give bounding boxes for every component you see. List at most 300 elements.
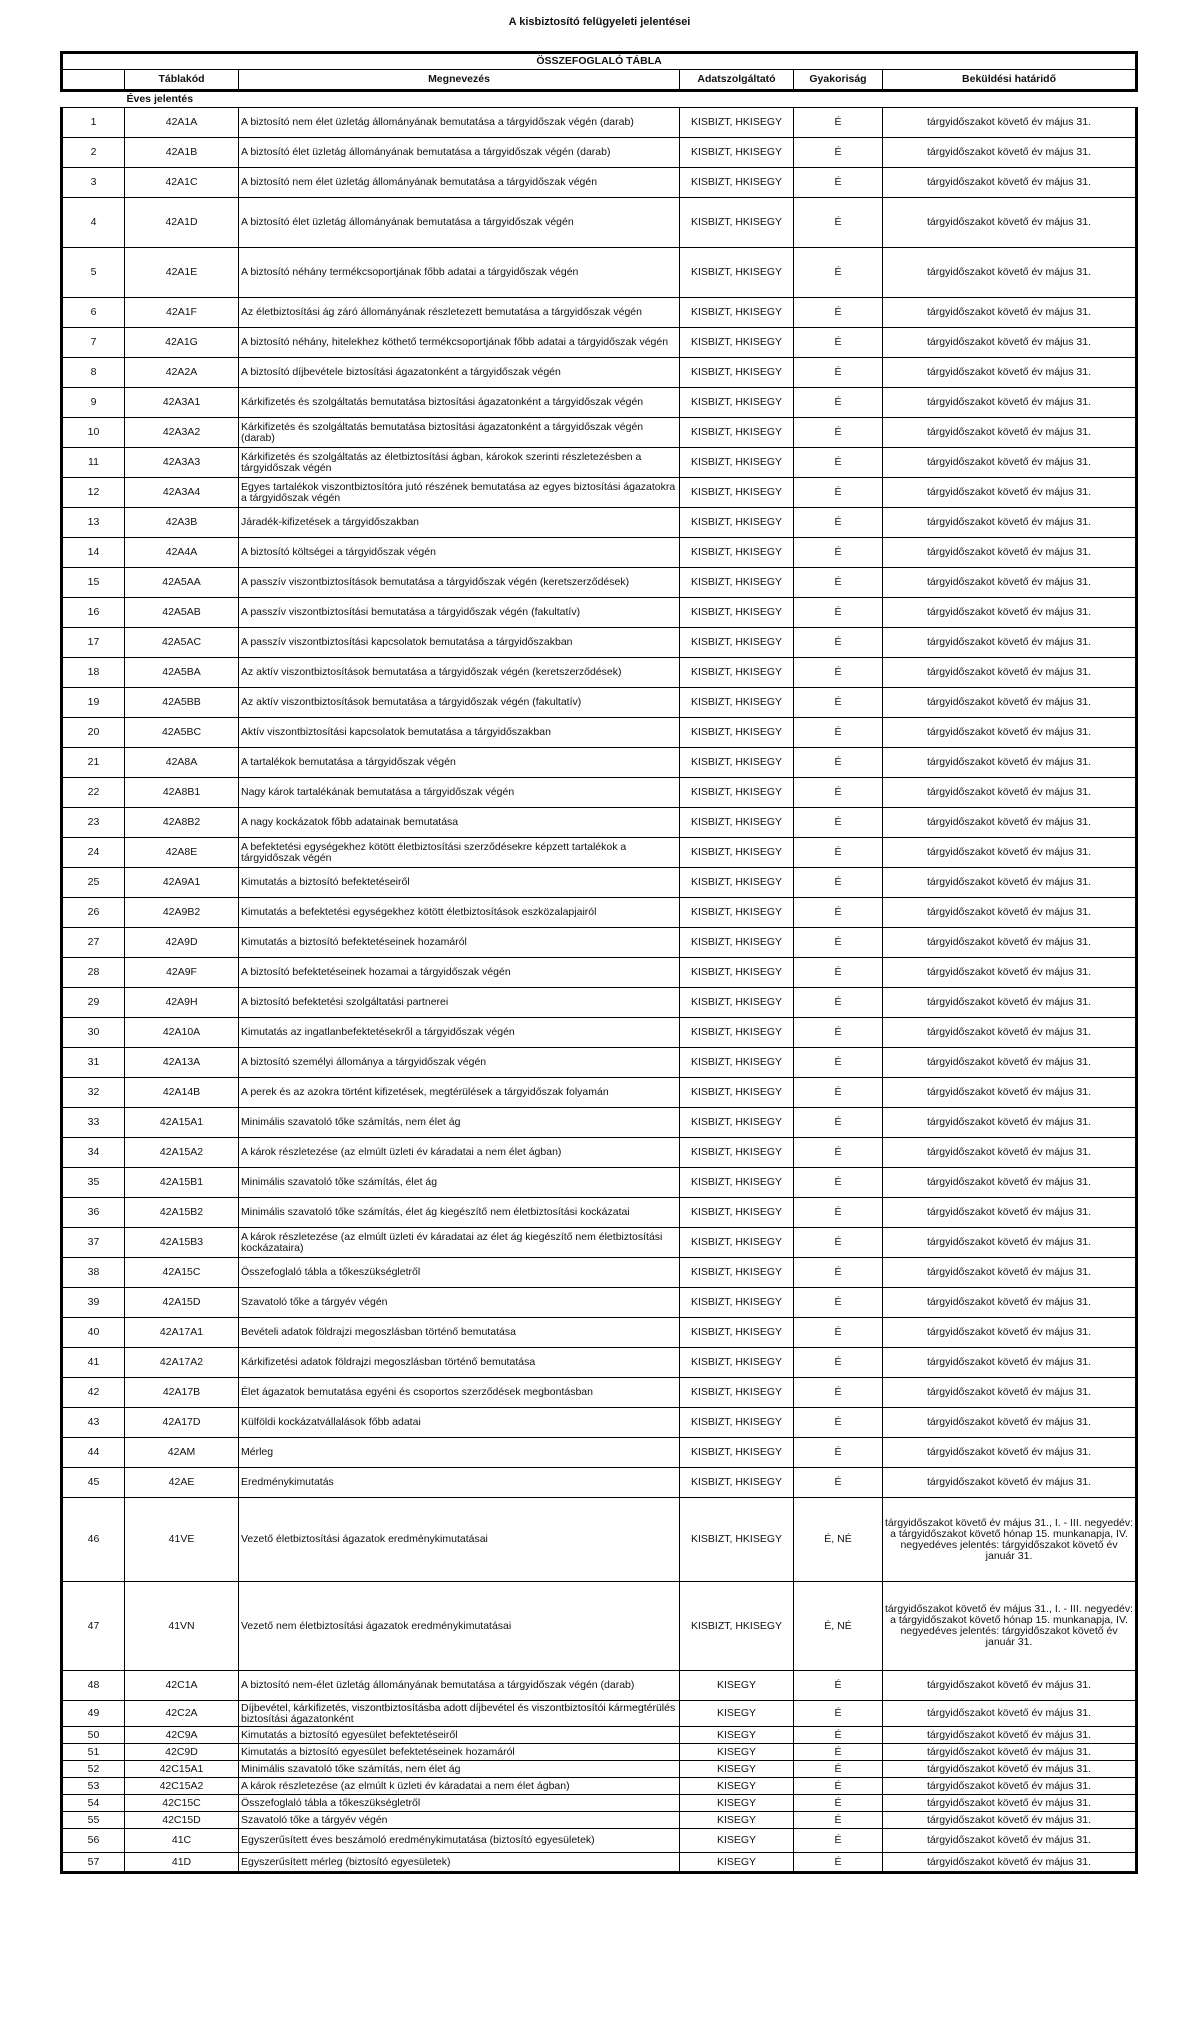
frequency: É bbox=[794, 1048, 883, 1078]
data-provider: KISBIZT, HKISEGY bbox=[680, 138, 794, 168]
data-provider: KISEGY bbox=[680, 1761, 794, 1778]
report-name: Kárkifizetés és szolgáltatás bemutatása biztosítási ágazatonként a tárgyidőszak végén (darab) bbox=[239, 418, 680, 448]
row-index: 16 bbox=[62, 598, 125, 628]
frequency: É bbox=[794, 1168, 883, 1198]
table-row bbox=[62, 138, 1137, 168]
row-index: 25 bbox=[62, 868, 125, 898]
table-code: 42A8B2 bbox=[125, 808, 239, 838]
report-name: A passzív viszontbiztosítások bemutatása a tárgyidőszak végén (keretszerződések) bbox=[239, 568, 680, 598]
submission-deadline: tárgyidőszakot követő év május 31. bbox=[883, 1168, 1137, 1198]
report-name: Minimális szavatoló tőke számítás, nem élet ág bbox=[239, 1761, 680, 1778]
data-provider: KISBIZT, HKISEGY bbox=[680, 328, 794, 358]
table-code: 42A17D bbox=[125, 1408, 239, 1438]
frequency: É bbox=[794, 1761, 883, 1778]
report-name: Összefoglaló tábla a tőkeszükségletről bbox=[239, 1795, 680, 1812]
header-provider: Adatszolgáltató bbox=[680, 70, 794, 91]
submission-deadline: tárgyidőszakot követő év május 31. bbox=[883, 1258, 1137, 1288]
table-row bbox=[62, 1258, 1137, 1288]
submission-deadline: tárgyidőszakot követő év május 31. bbox=[883, 138, 1137, 168]
report-name: Az aktív viszontbiztosítások bemutatása a tárgyidőszak végén (fakultatív) bbox=[239, 688, 680, 718]
frequency: É bbox=[794, 898, 883, 928]
table-code: 42C15D bbox=[125, 1812, 239, 1829]
submission-deadline: tárgyidőszakot követő év május 31. bbox=[883, 1701, 1137, 1727]
frequency: É bbox=[794, 108, 883, 138]
frequency: É bbox=[794, 1829, 883, 1853]
row-index: 30 bbox=[62, 1018, 125, 1048]
table-code: 42A1C bbox=[125, 168, 239, 198]
frequency: É bbox=[794, 568, 883, 598]
data-provider: KISBIZT, HKISEGY bbox=[680, 748, 794, 778]
table-row bbox=[62, 1168, 1137, 1198]
table-row bbox=[62, 198, 1137, 248]
submission-deadline: tárgyidőszakot követő év május 31. bbox=[883, 1078, 1137, 1108]
row-index: 24 bbox=[62, 838, 125, 868]
frequency: É bbox=[794, 718, 883, 748]
row-index: 18 bbox=[62, 658, 125, 688]
data-provider: KISBIZT, HKISEGY bbox=[680, 1258, 794, 1288]
submission-deadline: tárgyidőszakot követő év május 31. bbox=[883, 478, 1137, 508]
report-name: Díjbevétel, kárkifizetés, viszontbiztosításba adott díjbevétel és viszontbiztosítói kármegtérülés biztosítási ágazatonként bbox=[239, 1701, 680, 1727]
data-provider: KISBIZT, HKISEGY bbox=[680, 1078, 794, 1108]
row-index: 41 bbox=[62, 1348, 125, 1378]
submission-deadline: tárgyidőszakot követő év május 31. bbox=[883, 418, 1137, 448]
table-row bbox=[62, 838, 1137, 868]
report-name: A károk részletezése (az elmúlt k üzleti év káradatai a nem élet ágban) bbox=[239, 1778, 680, 1795]
data-provider: KISBIZT, HKISEGY bbox=[680, 1378, 794, 1408]
report-name: A tartalékok bemutatása a tárgyidőszak végén bbox=[239, 748, 680, 778]
report-name: Járadék-kifizetések a tárgyidőszakban bbox=[239, 508, 680, 538]
table-row bbox=[62, 928, 1137, 958]
document-title: A kisbiztosító felügyeleti jelentései bbox=[508, 16, 691, 28]
row-index: 15 bbox=[62, 568, 125, 598]
table-row bbox=[62, 748, 1137, 778]
report-name: A károk részletezése (az elmúlt üzleti év káradatai a nem élet ágban) bbox=[239, 1138, 680, 1168]
table-code: 42A13A bbox=[125, 1048, 239, 1078]
submission-deadline: tárgyidőszakot követő év május 31. bbox=[883, 1812, 1137, 1829]
report-name: Egyes tartalékok viszontbiztosítóra jutó részének bemutatása az egyes biztosítási ágazatokra a tárgyidőszak végén bbox=[239, 478, 680, 508]
row-index: 10 bbox=[62, 418, 125, 448]
frequency: É bbox=[794, 138, 883, 168]
summary-table bbox=[60, 51, 1138, 1874]
report-name: A biztosító néhány, hitelekhez köthető termékcsoportjának főbb adatai a tárgyidőszak végén bbox=[239, 328, 680, 358]
data-provider: KISBIZT, HKISEGY bbox=[680, 1108, 794, 1138]
table-row bbox=[62, 868, 1137, 898]
frequency: É bbox=[794, 478, 883, 508]
row-index: 4 bbox=[62, 198, 125, 248]
frequency: É bbox=[794, 928, 883, 958]
frequency: É bbox=[794, 168, 883, 198]
table-code: 42A1F bbox=[125, 298, 239, 328]
table-code: 42A14B bbox=[125, 1078, 239, 1108]
data-provider: KISBIZT, HKISEGY bbox=[680, 1438, 794, 1468]
frequency: É bbox=[794, 418, 883, 448]
table-code: 42A15A2 bbox=[125, 1138, 239, 1168]
submission-deadline: tárgyidőszakot követő év május 31. bbox=[883, 388, 1137, 418]
report-name: Kimutatás a biztosító befektetéseiről bbox=[239, 868, 680, 898]
report-name: A biztosító élet üzletág állományának bemutatása a tárgyidőszak végén (darab) bbox=[239, 138, 680, 168]
table-code: 41VE bbox=[125, 1498, 239, 1582]
row-index: 54 bbox=[62, 1795, 125, 1812]
header-frequency: Gyakoriság bbox=[794, 70, 883, 91]
table-code: 42A1B bbox=[125, 138, 239, 168]
frequency: É bbox=[794, 1671, 883, 1701]
frequency: É bbox=[794, 658, 883, 688]
submission-deadline: tárgyidőszakot követő év május 31. bbox=[883, 1468, 1137, 1498]
table-row bbox=[62, 508, 1137, 538]
table-row bbox=[62, 1744, 1137, 1761]
row-index: 38 bbox=[62, 1258, 125, 1288]
row-index: 52 bbox=[62, 1761, 125, 1778]
table-code: 42A8A bbox=[125, 748, 239, 778]
frequency: É bbox=[794, 628, 883, 658]
table-code: 42A5AC bbox=[125, 628, 239, 658]
row-index: 45 bbox=[62, 1468, 125, 1498]
row-index: 26 bbox=[62, 898, 125, 928]
row-index: 44 bbox=[62, 1438, 125, 1468]
table-code: 42A9B2 bbox=[125, 898, 239, 928]
table-code: 42C9D bbox=[125, 1744, 239, 1761]
row-index: 55 bbox=[62, 1812, 125, 1829]
section-label: Éves jelentés bbox=[126, 93, 194, 105]
report-name: A biztosító személyi állománya a tárgyidőszak végén bbox=[239, 1048, 680, 1078]
submission-deadline: tárgyidőszakot követő év május 31. bbox=[883, 328, 1137, 358]
row-index: 47 bbox=[62, 1582, 125, 1671]
submission-deadline: tárgyidőszakot követő év május 31. bbox=[883, 448, 1137, 478]
frequency: É bbox=[794, 358, 883, 388]
table-code: 42A15D bbox=[125, 1288, 239, 1318]
data-provider: KISBIZT, HKISEGY bbox=[680, 658, 794, 688]
frequency: É bbox=[794, 1853, 883, 1873]
table-code: 42A1E bbox=[125, 248, 239, 298]
table-code: 42A1G bbox=[125, 328, 239, 358]
table-row bbox=[62, 418, 1137, 448]
report-name: Vezető nem életbiztosítási ágazatok eredménykimutatásai bbox=[239, 1582, 680, 1671]
report-name: Kimutatás a biztosító egyesület befektetéseiről bbox=[239, 1727, 680, 1744]
row-index: 6 bbox=[62, 298, 125, 328]
table-row bbox=[62, 1582, 1137, 1671]
report-name: Szavatoló tőke a tárgyév végén bbox=[239, 1812, 680, 1829]
data-provider: KISBIZT, HKISEGY bbox=[680, 418, 794, 448]
frequency: É bbox=[794, 1318, 883, 1348]
table-code: 42A3B bbox=[125, 508, 239, 538]
report-name: A biztosító befektetéseinek hozamai a tárgyidőszak végén bbox=[239, 958, 680, 988]
frequency: É bbox=[794, 1228, 883, 1258]
report-name: Nagy károk tartalékának bemutatása a tárgyidőszak végén bbox=[239, 778, 680, 808]
table-row bbox=[62, 248, 1137, 298]
submission-deadline: tárgyidőszakot követő év május 31. bbox=[883, 718, 1137, 748]
table-code: 42A8E bbox=[125, 838, 239, 868]
header-deadline: Beküldési határidő bbox=[883, 70, 1137, 91]
table-row bbox=[62, 1048, 1137, 1078]
submission-deadline: tárgyidőszakot követő év május 31. bbox=[883, 358, 1137, 388]
data-provider: KISBIZT, HKISEGY bbox=[680, 1318, 794, 1348]
row-index: 43 bbox=[62, 1408, 125, 1438]
data-provider: KISEGY bbox=[680, 1701, 794, 1727]
submission-deadline: tárgyidőszakot követő év május 31. bbox=[883, 248, 1137, 298]
frequency: É bbox=[794, 538, 883, 568]
report-name: Kimutatás a biztosító egyesület befektetéseinek hozamáról bbox=[239, 1744, 680, 1761]
row-index: 51 bbox=[62, 1744, 125, 1761]
row-index: 36 bbox=[62, 1198, 125, 1228]
table-code: 42A5AB bbox=[125, 598, 239, 628]
submission-deadline: tárgyidőszakot követő év május 31. bbox=[883, 748, 1137, 778]
report-name: Kárkifizetési adatok földrajzi megoszlásban történő bemutatása bbox=[239, 1348, 680, 1378]
data-provider: KISBIZT, HKISEGY bbox=[680, 718, 794, 748]
data-provider: KISBIZT, HKISEGY bbox=[680, 988, 794, 1018]
submission-deadline: tárgyidőszakot követő év május 31. bbox=[883, 928, 1137, 958]
submission-deadline: tárgyidőszakot követő év május 31. bbox=[883, 298, 1137, 328]
row-index: 23 bbox=[62, 808, 125, 838]
table-code: 42C9A bbox=[125, 1727, 239, 1744]
table-caption: ÖSSZEFOGLALÓ TÁBLA bbox=[62, 53, 1137, 70]
table-code: 42A1D bbox=[125, 198, 239, 248]
table-row bbox=[62, 358, 1137, 388]
table-row bbox=[62, 988, 1137, 1018]
table-row bbox=[62, 1348, 1137, 1378]
data-provider: KISBIZT, HKISEGY bbox=[680, 1198, 794, 1228]
row-index: 57 bbox=[62, 1853, 125, 1873]
data-provider: KISBIZT, HKISEGY bbox=[680, 928, 794, 958]
data-provider: KISBIZT, HKISEGY bbox=[680, 838, 794, 868]
report-name: A passzív viszontbiztosítási kapcsolatok bemutatása a tárgyidőszakban bbox=[239, 628, 680, 658]
submission-deadline: tárgyidőszakot követő év május 31. bbox=[883, 598, 1137, 628]
report-name: A nagy kockázatok főbb adatainak bemutatása bbox=[239, 808, 680, 838]
submission-deadline: tárgyidőszakot követő év május 31. bbox=[883, 168, 1137, 198]
submission-deadline: tárgyidőszakot követő év május 31. bbox=[883, 1318, 1137, 1348]
row-index: 37 bbox=[62, 1228, 125, 1258]
frequency: É bbox=[794, 328, 883, 358]
frequency: É bbox=[794, 1078, 883, 1108]
frequency: É bbox=[794, 868, 883, 898]
submission-deadline: tárgyidőszakot követő év május 31. bbox=[883, 1853, 1137, 1873]
data-provider: KISBIZT, HKISEGY bbox=[680, 248, 794, 298]
frequency: É, NÉ bbox=[794, 1498, 883, 1582]
frequency: É bbox=[794, 198, 883, 248]
data-provider: KISBIZT, HKISEGY bbox=[680, 508, 794, 538]
frequency: É bbox=[794, 1795, 883, 1812]
submission-deadline: tárgyidőszakot követő év május 31. bbox=[883, 898, 1137, 928]
section-row bbox=[62, 91, 1137, 108]
submission-deadline: tárgyidőszakot követő év május 31. bbox=[883, 1778, 1137, 1795]
table-row bbox=[62, 1108, 1137, 1138]
submission-deadline: tárgyidőszakot követő év május 31. bbox=[883, 1348, 1137, 1378]
table-row bbox=[62, 108, 1137, 138]
frequency: É bbox=[794, 988, 883, 1018]
header-name: Megnevezés bbox=[239, 70, 680, 91]
row-index: 14 bbox=[62, 538, 125, 568]
table-code: 42C2A bbox=[125, 1701, 239, 1727]
table-code: 42A3A1 bbox=[125, 388, 239, 418]
submission-deadline: tárgyidőszakot követő év május 31. bbox=[883, 1018, 1137, 1048]
table-row bbox=[62, 898, 1137, 928]
frequency: É bbox=[794, 778, 883, 808]
submission-deadline: tárgyidőszakot követő év május 31. bbox=[883, 1378, 1137, 1408]
report-name: Kimutatás a befektetési egységekhez kötött életbiztosítások eszközalapjairól bbox=[239, 898, 680, 928]
report-name: A biztosító nem élet üzletág állományának bemutatása a tárgyidőszak végén bbox=[239, 168, 680, 198]
data-provider: KISBIZT, HKISEGY bbox=[680, 868, 794, 898]
table-row bbox=[62, 1671, 1137, 1701]
table-row bbox=[62, 568, 1137, 598]
report-name: A befektetési egységekhez kötött életbiztosítási szerződésekre képzett tartalékok a tárgyidőszak végén bbox=[239, 838, 680, 868]
data-provider: KISBIZT, HKISEGY bbox=[680, 1498, 794, 1582]
report-name: Az életbiztosítási ág záró állományának részletezett bemutatása a tárgyidőszak végén bbox=[239, 298, 680, 328]
frequency: É bbox=[794, 1378, 883, 1408]
submission-deadline: tárgyidőszakot követő év május 31. bbox=[883, 628, 1137, 658]
table-code: 41VN bbox=[125, 1582, 239, 1671]
report-name: Külföldi kockázatvállalások főbb adatai bbox=[239, 1408, 680, 1438]
report-name: Kárkifizetés és szolgáltatás az életbiztosítási ágban, károkok szerinti részletezésben a tárgyidőszak végén bbox=[239, 448, 680, 478]
data-provider: KISEGY bbox=[680, 1778, 794, 1795]
frequency: É bbox=[794, 1468, 883, 1498]
table-code: 42A15B2 bbox=[125, 1198, 239, 1228]
table-code: 42A15C bbox=[125, 1258, 239, 1288]
table-row bbox=[62, 1829, 1137, 1853]
row-index: 5 bbox=[62, 248, 125, 298]
report-name: A biztosító díjbevétele biztosítási ágazatonként a tárgyidőszak végén bbox=[239, 358, 680, 388]
table-code: 42A3A3 bbox=[125, 448, 239, 478]
table-row bbox=[62, 388, 1137, 418]
submission-deadline: tárgyidőszakot követő év május 31., I. - III. negyedév: a tárgyidőszakot követő hónap 15. munkanapja, IV. negyedéves jelentés: tárgyidőszakot követő év január 31. bbox=[883, 1582, 1137, 1671]
table-row bbox=[62, 448, 1137, 478]
data-provider: KISBIZT, HKISEGY bbox=[680, 358, 794, 388]
table-code: 42A9F bbox=[125, 958, 239, 988]
table-row bbox=[62, 1498, 1137, 1582]
data-provider: KISEGY bbox=[680, 1744, 794, 1761]
frequency: É bbox=[794, 1258, 883, 1288]
table-code: 41D bbox=[125, 1853, 239, 1873]
row-index: 11 bbox=[62, 448, 125, 478]
submission-deadline: tárgyidőszakot követő év május 31. bbox=[883, 538, 1137, 568]
data-provider: KISBIZT, HKISEGY bbox=[680, 688, 794, 718]
row-index: 28 bbox=[62, 958, 125, 988]
submission-deadline: tárgyidőszakot követő év május 31. bbox=[883, 988, 1137, 1018]
table-row bbox=[62, 718, 1137, 748]
report-name: Bevételi adatok földrajzi megoszlásban történő bemutatása bbox=[239, 1318, 680, 1348]
table-row bbox=[62, 1318, 1137, 1348]
data-provider: KISEGY bbox=[680, 1727, 794, 1744]
table-row bbox=[62, 1198, 1137, 1228]
table-row bbox=[62, 628, 1137, 658]
submission-deadline: tárgyidőszakot követő év május 31. bbox=[883, 1138, 1137, 1168]
submission-deadline: tárgyidőszakot követő év május 31. bbox=[883, 1288, 1137, 1318]
table-code: 42A17A2 bbox=[125, 1348, 239, 1378]
submission-deadline: tárgyidőszakot követő év május 31., I. - III. negyedév: a tárgyidőszakot követő hónap 15. munkanapja, IV. negyedéves jelentés: tárgyidőszakot követő év január 31. bbox=[883, 1498, 1137, 1582]
row-index: 48 bbox=[62, 1671, 125, 1701]
table-code: 42C1A bbox=[125, 1671, 239, 1701]
report-name: A biztosító költségei a tárgyidőszak végén bbox=[239, 538, 680, 568]
submission-deadline: tárgyidőszakot követő év május 31. bbox=[883, 1408, 1137, 1438]
submission-deadline: tárgyidőszakot követő év május 31. bbox=[883, 508, 1137, 538]
table-code: 42A2A bbox=[125, 358, 239, 388]
report-name: Összefoglaló tábla a tőkeszükségletről bbox=[239, 1258, 680, 1288]
report-name: A károk részletezése (az elmúlt üzleti év káradatai az élet ág kiegészítő nem életbiztosítási kockázataira) bbox=[239, 1228, 680, 1258]
frequency: É bbox=[794, 248, 883, 298]
table-row bbox=[62, 658, 1137, 688]
row-index: 8 bbox=[62, 358, 125, 388]
report-name: Vezető életbiztosítási ágazatok eredménykimutatásai bbox=[239, 1498, 680, 1582]
frequency: É bbox=[794, 448, 883, 478]
data-provider: KISBIZT, HKISEGY bbox=[680, 198, 794, 248]
row-index: 13 bbox=[62, 508, 125, 538]
table-row bbox=[62, 1078, 1137, 1108]
table-row bbox=[62, 168, 1137, 198]
frequency: É bbox=[794, 1138, 883, 1168]
row-index: 56 bbox=[62, 1829, 125, 1853]
table-code: 42A15B1 bbox=[125, 1168, 239, 1198]
table-row bbox=[62, 298, 1137, 328]
table-row bbox=[62, 1288, 1137, 1318]
table-row bbox=[62, 1228, 1137, 1258]
submission-deadline: tárgyidőszakot követő év május 31. bbox=[883, 778, 1137, 808]
submission-deadline: tárgyidőszakot követő év május 31. bbox=[883, 1108, 1137, 1138]
report-name: Egyszerűsített mérleg (biztosító egyesületek) bbox=[239, 1853, 680, 1873]
data-provider: KISBIZT, HKISEGY bbox=[680, 628, 794, 658]
table-code: 42A5BB bbox=[125, 688, 239, 718]
table-row bbox=[62, 1853, 1137, 1873]
report-name: A biztosító élet üzletág állományának bemutatása a tárgyidőszak végén bbox=[239, 198, 680, 248]
table-row bbox=[62, 688, 1137, 718]
row-index: 35 bbox=[62, 1168, 125, 1198]
header-code: Táblakód bbox=[125, 70, 239, 91]
row-index: 19 bbox=[62, 688, 125, 718]
frequency: É bbox=[794, 1812, 883, 1829]
submission-deadline: tárgyidőszakot követő év május 31. bbox=[883, 1761, 1137, 1778]
submission-deadline: tárgyidőszakot követő év május 31. bbox=[883, 108, 1137, 138]
frequency: É bbox=[794, 598, 883, 628]
frequency: É bbox=[794, 1727, 883, 1744]
data-provider: KISBIZT, HKISEGY bbox=[680, 898, 794, 928]
table-row bbox=[62, 1468, 1137, 1498]
table-code: 42AM bbox=[125, 1438, 239, 1468]
frequency: É bbox=[794, 508, 883, 538]
table-row bbox=[62, 1018, 1137, 1048]
row-index: 1 bbox=[62, 108, 125, 138]
data-provider: KISBIZT, HKISEGY bbox=[680, 1018, 794, 1048]
frequency: É bbox=[794, 1438, 883, 1468]
table-row bbox=[62, 958, 1137, 988]
frequency: É bbox=[794, 1348, 883, 1378]
row-index: 22 bbox=[62, 778, 125, 808]
table-row bbox=[62, 1138, 1137, 1168]
row-index: 39 bbox=[62, 1288, 125, 1318]
report-name: Aktív viszontbiztosítási kapcsolatok bemutatása a tárgyidőszakban bbox=[239, 718, 680, 748]
data-provider: KISBIZT, HKISEGY bbox=[680, 448, 794, 478]
submission-deadline: tárgyidőszakot követő év május 31. bbox=[883, 868, 1137, 898]
table-code: 42A4A bbox=[125, 538, 239, 568]
submission-deadline: tárgyidőszakot követő év május 31. bbox=[883, 1438, 1137, 1468]
table-row bbox=[62, 1408, 1137, 1438]
data-provider: KISBIZT, HKISEGY bbox=[680, 808, 794, 838]
report-name: A biztosító befektetési szolgáltatási partnerei bbox=[239, 988, 680, 1018]
data-provider: KISBIZT, HKISEGY bbox=[680, 1348, 794, 1378]
data-provider: KISBIZT, HKISEGY bbox=[680, 1468, 794, 1498]
submission-deadline: tárgyidőszakot követő év május 31. bbox=[883, 1744, 1137, 1761]
row-index: 17 bbox=[62, 628, 125, 658]
report-name: Minimális szavatoló tőke számítás, élet ág bbox=[239, 1168, 680, 1198]
table-code: 42A3A2 bbox=[125, 418, 239, 448]
data-provider: KISEGY bbox=[680, 1671, 794, 1701]
table-row bbox=[62, 1761, 1137, 1778]
report-name: Kárkifizetés és szolgáltatás bemutatása biztosítási ágazatonként a tárgyidőszak végén bbox=[239, 388, 680, 418]
table-code: 42A15A1 bbox=[125, 1108, 239, 1138]
row-index: 12 bbox=[62, 478, 125, 508]
submission-deadline: tárgyidőszakot követő év május 31. bbox=[883, 1048, 1137, 1078]
row-index: 29 bbox=[62, 988, 125, 1018]
data-provider: KISBIZT, HKISEGY bbox=[680, 778, 794, 808]
table-code: 42AE bbox=[125, 1468, 239, 1498]
row-index: 3 bbox=[62, 168, 125, 198]
frequency: É bbox=[794, 838, 883, 868]
